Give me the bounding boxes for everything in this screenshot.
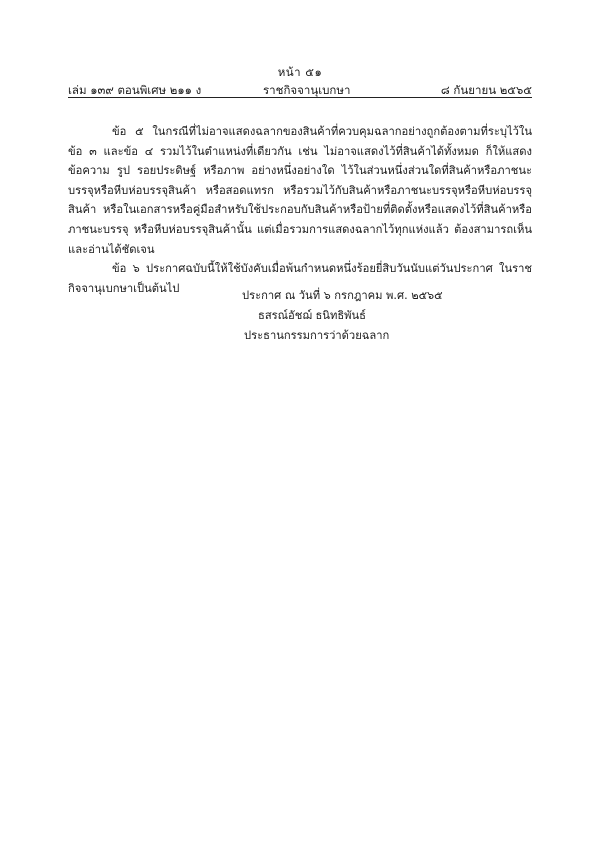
document-body [68, 122, 532, 298]
header-volume-issue: เล่ม ๑๓๙ ตอนพิเศษ ๒๑๑ ง [68, 83, 202, 97]
header-publication-name: ราชกิจจานุเบกษา [263, 83, 351, 97]
signature-block [242, 286, 542, 346]
page-number: หน้า ๕๑ [277, 65, 323, 79]
signatory-position: ประธานกรรมการว่าด้วยฉลาก [244, 329, 390, 342]
clause-5: ข้อ ๕ ในกรณีที่ไม่อาจแสดงฉลากของสินค้าที่ควบคุมฉลากอย่างถูกต้องตามที่ระบุไว้ใน ข้อ ๓ และข้อ ๔ รวมไว้ในตำแหน่งที่เดียวกัน เช่น ไม่อาจแสดงไว้ที่สินค้าได้ทั้งหมด ก็ให้แสดง ข้อความ รูป รอยประดิษฐ์ หรือภาพ อย่างหนึ่งอย่างใด ไว้ในส่วนหนึ่งส่วนใดที่สินค้าหรือภาชนะ บรรจุหรือหีบห่อบรรจุสินค้า หรือสอดแทรก หรือรวมไว้กับสินค้าหรือภาชนะบรรจุหรือหีบห่อบรรจุสินค้า หรือในเอกสารหรือคู่มือสำหรับใช้ประกอบกับสินค้าหรือป้ายที่ติดตั้งหรือแสดงไว้ที่สินค้าหรือภาชนะบรรจุ หรือหีบห่อบรรจุสินค้านั้น แต่เมื่อรวมการแสดงฉลากไว้ทุกแห่งแล้ว ต้องสามารถเห็นและอ่านได้ชัดเจน [68, 125, 532, 256]
clause-6: ข้อ ๖ ประกาศฉบับนี้ให้ใช้บังคับเมื่อพ้นกำหนดหนึ่งร้อยยี่สิบวันนับแต่วันประกาศ ในราชกิจจานุเบกษาเป็นต้นไป [68, 262, 532, 295]
signatory-name: ธสรณ์อัชฌ์ ธนิทธิพันธ์ [258, 309, 367, 322]
gazette-header [68, 82, 532, 98]
header-divider [68, 97, 532, 98]
header-publication-date: ๘ กันยายน ๒๕๖๕ [440, 83, 532, 97]
announcement-date: ประกาศ ณ วันที่ ๖ กรกฎาคม พ.ศ. ๒๕๖๕ [242, 289, 443, 302]
